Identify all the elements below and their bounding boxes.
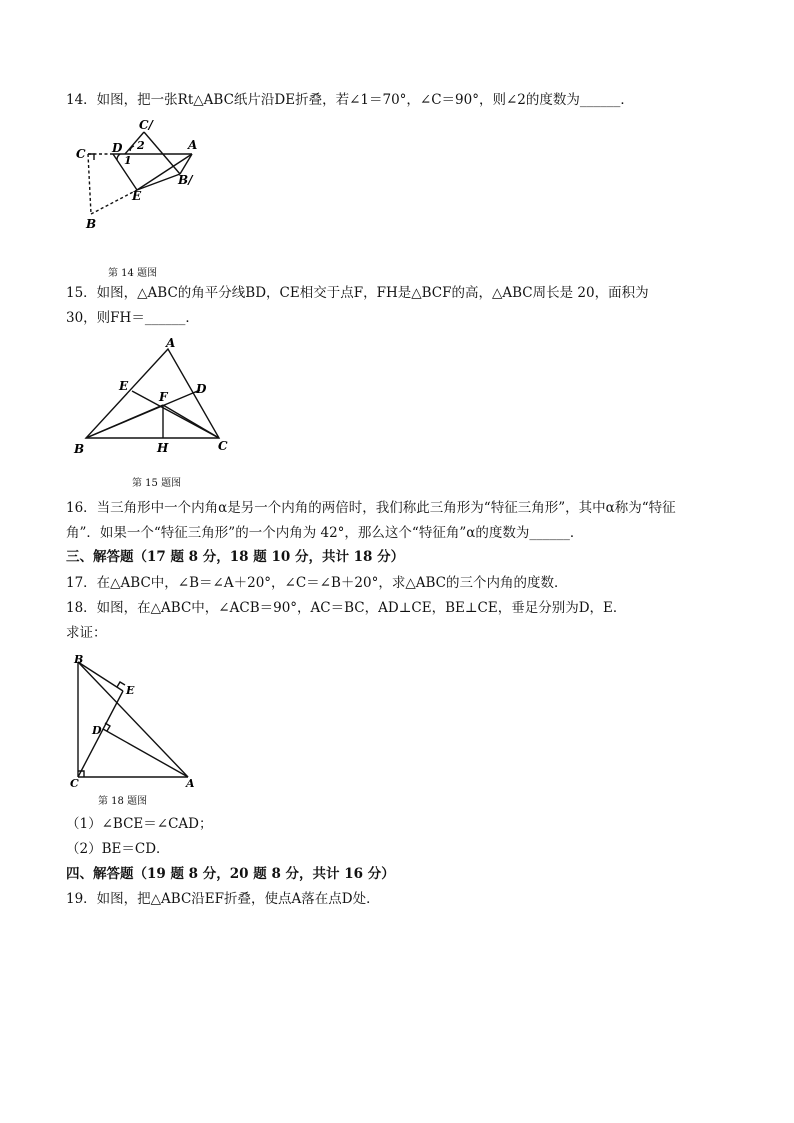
question-17-text: 17．在△ABC中，∠B＝∠A＋20°，∠C＝∠B＋20°，求△ABC的三个内角的度数．: [66, 575, 568, 591]
figure-18: [66, 652, 206, 787]
question-18-part-1: （1）∠BCE＝∠CAD；: [66, 816, 213, 832]
fig15-label-b: B: [74, 442, 85, 456]
fig14-label-c-prime: C/: [139, 118, 153, 132]
question-16-text-line2: 角”．如果一个“特征三角形”的一个内角为 42°，那么这个“特征角”α的度数为______．: [66, 525, 584, 541]
fig14-label-e: E: [132, 189, 142, 203]
fig14-label-d: D: [112, 141, 123, 155]
question-15-text-line1: 15．如图，△ABC的角平分线BD，CE相交于点F，FH是△BCF的高，△ABC周长是 20，面积为: [66, 285, 649, 301]
section-4-heading: 四、解答题（19 题 8 分，20 题 8 分，共计 16 分）: [66, 866, 395, 882]
figure-18-caption: 第 18 题图: [98, 796, 148, 807]
figure-15-caption: 第 15 题图: [132, 478, 182, 489]
figure-15: [70, 335, 240, 460]
fig15-label-e: E: [119, 379, 129, 393]
figure-14: [72, 114, 202, 234]
question-19-text: 19．如图，把△ABC沿EF折叠，使点A落在点D处．: [66, 891, 380, 907]
fig18-label-b: B: [74, 653, 84, 666]
fig14-label-c: C: [76, 147, 86, 161]
fig14-label-b-prime: B/: [178, 173, 193, 187]
question-18-prove-label: 求证：: [66, 625, 107, 641]
question-16-text-line1: 16．当三角形中一个内角α是另一个内角的两倍时，我们称此三角形为“特征三角形”，其中α称为“特征: [66, 500, 676, 516]
fig15-label-a: A: [166, 336, 176, 350]
fig18-label-c: C: [70, 777, 79, 787]
question-18-text-line1: 18．如图，在△ABC中，∠ACB＝90°，AC＝BC，AD⊥CE，BE⊥CE，垂足分别为D，E．: [66, 600, 627, 616]
fig15-label-h: H: [157, 441, 169, 455]
fig15-label-c: C: [218, 439, 228, 453]
figure-14-caption: 第 14 题图: [108, 268, 158, 279]
fig15-label-d: D: [196, 382, 207, 396]
fig14-label-b: B: [86, 217, 97, 231]
fig18-label-d: D: [92, 724, 102, 737]
fig14-label-a: A: [188, 138, 198, 152]
fig14-label-angle-1: 1: [124, 154, 132, 167]
question-15-text-line2: 30，则FH＝______．: [66, 310, 199, 326]
section-3-heading: 三、解答题（17 题 8 分，18 题 10 分，共计 18 分）: [66, 549, 405, 565]
question-18-part-2: （2）BE＝CD．: [66, 841, 170, 857]
fig14-label-angle-2: 2: [137, 139, 145, 152]
fig18-label-e: E: [126, 684, 135, 697]
question-14-text: 14．如图，把一张Rt△ABC纸片沿DE折叠，若∠1＝70°，∠C＝90°，则∠2的度数为______．: [66, 92, 634, 108]
fig15-label-f: F: [159, 390, 168, 404]
fig18-label-a: A: [186, 777, 195, 787]
